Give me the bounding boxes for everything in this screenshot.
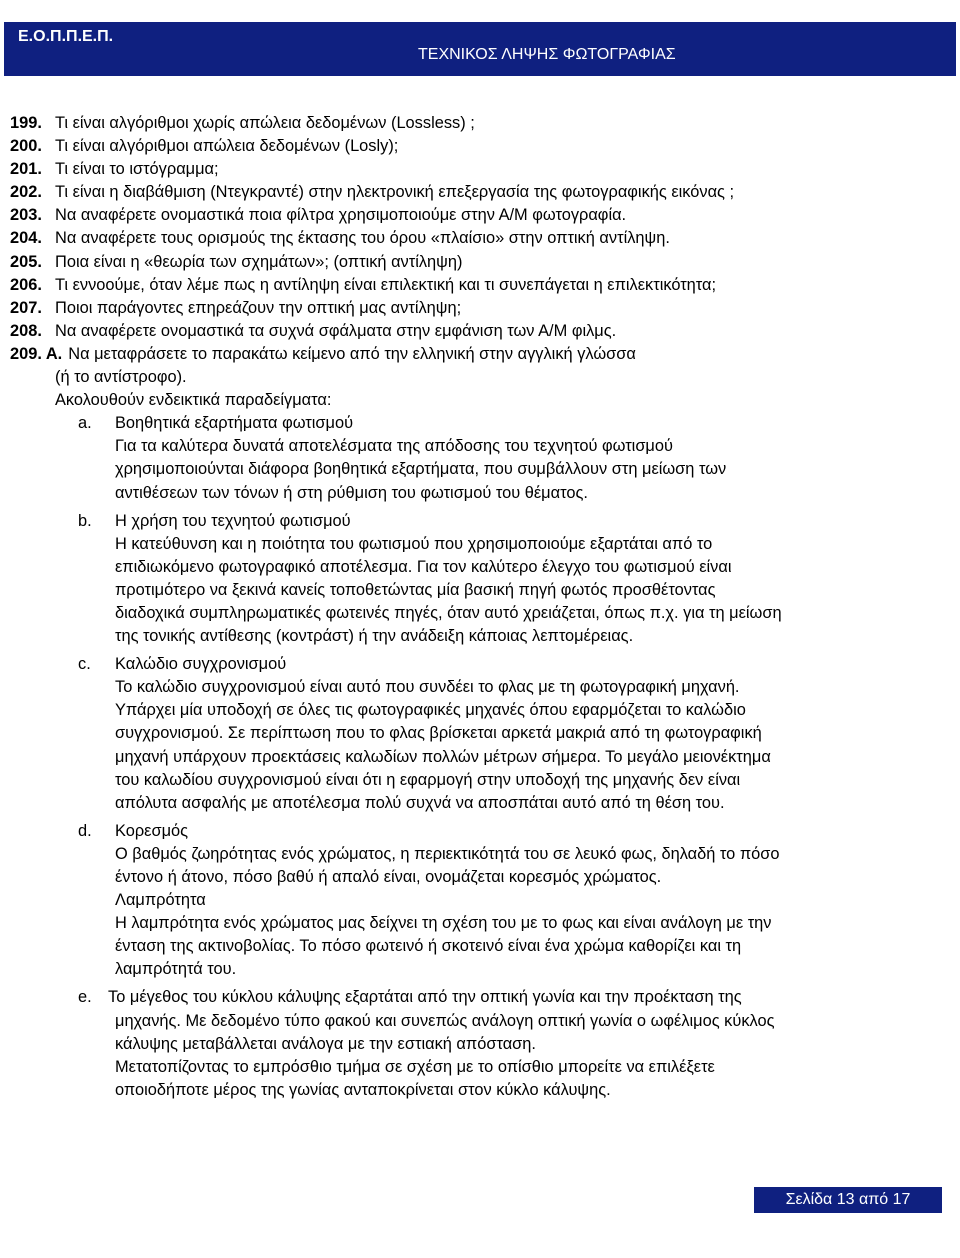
page-header [4,22,956,76]
page-number: Σελίδα 13 από 17 [785,1191,911,1208]
question-text: Ποιοι παράγοντες επηρεάζουν την οπτική μας αντίληψη; [55,298,462,317]
question-item [10,204,950,227]
example-line: Μετατοπίζοντας το εμπρόσθιο τμήμα σε σχέση με το οπίσθιο μπορείτε να επιλέξετε [115,1057,715,1076]
page-number-badge [754,1187,942,1213]
question-text: Να μεταφράσετε το παρακάτω κείμενο από την ελληνική στην αγγλική γλώσσα [68,344,636,363]
question-number: 200. [10,137,42,156]
example-label: c. [78,655,91,674]
example-heading [10,653,950,676]
question-item-209 [10,343,950,366]
question-text: Τι είναι το ιστόγραμμα; [55,160,219,179]
example-line: επιδιωκόμενο φωτογραφικό αποτέλεσμα. Για τον καλύτερο έλεγχο του φωτισμού είναι [115,557,732,576]
questions-content [10,112,950,1102]
question-item [10,112,950,135]
example-label: e. [78,988,92,1007]
question-item [10,274,950,297]
example-heading [10,412,950,435]
question-text: Να αναφέρετε τους ορισμούς της έκτασης του όρου «πλαίσιο» στην οπτική αντίληψη. [55,229,670,248]
question-text: Τι είναι η διαβάθμιση (Ντεγκραντέ) στην ηλεκτρονική επεξεργασία της φωτογραφικής εικόνας ; [55,183,735,202]
question-number: 203. [10,206,42,225]
example-heading [10,820,950,843]
question-number: 201. [10,160,42,179]
example-line: Το καλώδιο συγχρονισμού είναι αυτό που συνδέει το φλας με τη φωτογραφική μηχανή. [115,678,740,697]
question-number: 209. Α. [10,344,63,363]
question-text: Να αναφέρετε ονομαστικά ποια φίλτρα χρησιμοποιούμε στην Α/Μ φωτογραφία. [55,206,627,225]
organization-label: Ε.Ο.Π.Π.Ε.Π. [18,28,114,45]
question-item [10,297,950,320]
question-number: 208. [10,321,42,340]
example-line: Ο βαθμός ζωηρότητας ενός χρώματος, η περιεκτικότητά του σε λευκό φως, δηλαδή το πόσο [115,844,780,863]
example-line: Για τα καλύτερα δυνατά αποτελέσματα της απόδοσης του τεχνητού φωτισμού [115,437,673,456]
question-text: Τι είναι αλγόριθμοι απώλεια δεδομένων (Losly); [55,137,399,156]
question-item [10,320,950,343]
example-line: του καλωδίου συγχρονισμού είναι ότι η εφαρμογή στην υποδοχή της μηχανής δεν είναι [115,770,741,789]
question-text: Να αναφέρετε ονομαστικά τα συχνά σφάλματα στην εμφάνιση των Α/Μ φιλμς. [55,321,617,340]
question-number: 202. [10,183,42,202]
question-number: 204. [10,229,42,248]
example-text: Το μέγεθος του κύκλου κάλυψης εξαρτάται από την οπτική γωνία και την προέκταση της [108,988,742,1007]
question-number: 206. [10,275,42,294]
question-text-continued: (ή το αντίστροφο). [55,368,187,387]
question-number: 207. [10,298,42,317]
example-heading [10,986,950,1009]
example-line: διαδοχικά συμπληρωματικές φωτεινές πηγές, όταν αυτό χρειάζεται, όπως π.χ. για τη μείωση [115,603,782,622]
example-line: Η κατεύθυνση και η ποιότητα του φωτισμού που χρησιμοποιούμε εξαρτάται από το [115,534,713,553]
document-title: ΤΕΧΝΙΚΟΣ ΛΗΨΗΣ ΦΩΤΟΓΡΑΦΙΑΣ [418,46,676,63]
example-label: a. [78,414,92,433]
example-line: συγχρονισμού. Σε περίπτωση που το φλας βρίσκεται αρκετά μακριά από τη φωτογραφική [115,724,762,743]
example-line: λαμπρότητά του. [115,960,237,979]
example-line: κάλυψης μεταβάλλεται ανάλογα με την εστιακή απόσταση. [115,1034,536,1053]
example-line: Λαμπρότητα [115,891,206,910]
question-number: 199. [10,114,42,132]
examples-intro: Ακολουθούν ενδεικτικά παραδείγματα: [55,391,332,410]
example-label: b. [78,511,92,530]
example-line: ένταση της ακτινοβολίας. Το πόσο φωτεινό ή σκοτεινό είναι ένα χρώμα καθορίζει και τη [115,937,742,956]
question-item [10,158,950,181]
example-line: απόλυτα ασφαλής με αποτέλεσμα πολύ συχνά να αποσπάται αυτό από τη θέση του. [115,793,725,812]
example-line: μηχανής. Με δεδομένο τύπο φακού και συνεπώς ανάλογη οπτική γωνία ο ωφέλιμος κύκλος [115,1011,775,1030]
question-item [10,227,950,250]
example-title: Καλώδιο συγχρονισμού [115,655,287,674]
example-title: Κορεσμός [115,821,189,840]
question-text: Ποια είναι η «θεωρία των σχημάτων»; (οπτική αντίληψη) [55,252,463,271]
example-line: της τονικής αντίθεσης (κοντράστ) ή την ανάδειξη κάποιας λεπτομέρειας. [115,627,634,646]
question-item [10,181,950,204]
example-line: έντονο ή άτονο, πόσο βαθύ ή απαλό είναι, ονομάζεται κορεσμός χρώματος. [115,868,662,886]
question-text: Τι εννοούμε, όταν λέμε πως η αντίληψη είναι επιλεκτική και τι συνεπάγεται η επιλεκτικότητα; [55,275,717,294]
question-item [10,251,950,274]
question-item [10,135,950,158]
example-heading [10,510,950,533]
example-line: χρησιμοποιούνται διάφορα βοηθητικά εξαρτήματα, που συμβάλλουν στη μείωση των [115,460,727,479]
question-number: 205. [10,252,42,271]
question-text: Τι είναι αλγόριθμοι χωρίς απώλεια δεδομένων (Lossless) ; [55,114,475,132]
example-title: Η χρήση του τεχνητού φωτισμού [115,511,351,530]
example-line: οποιοδήποτε μέρος της γωνίας ανταποκρίνεται στον κύκλο κάλυψης. [115,1080,611,1099]
example-line: αντιθέσεων των τόνων ή στη ρύθμιση του φωτισμού του θέματος. [115,483,588,502]
example-label: d. [78,821,92,840]
example-line: Η λαμπρότητα ενός χρώματος μας δείχνει τη σχέση του με το φως και είναι ανάλογη με την [115,914,772,933]
example-line: μηχανή υπάρχουν προεκτάσεις καλωδίων πολλών μέτρων σήμερα. Το μεγάλο μειονέκτημα [115,747,771,766]
example-line: προτιμότερο να ξεκινά κανείς τοποθετώντας μία βασική πηγή φωτός προσθέτοντας [115,580,716,599]
example-title: Βοηθητικά εξαρτήματα φωτισμού [115,414,354,433]
example-line: Υπάρχει μία υποδοχή σε όλες τις φωτογραφικές μηχανές όπου εφαρμόζεται το καλώδιο [115,701,746,720]
